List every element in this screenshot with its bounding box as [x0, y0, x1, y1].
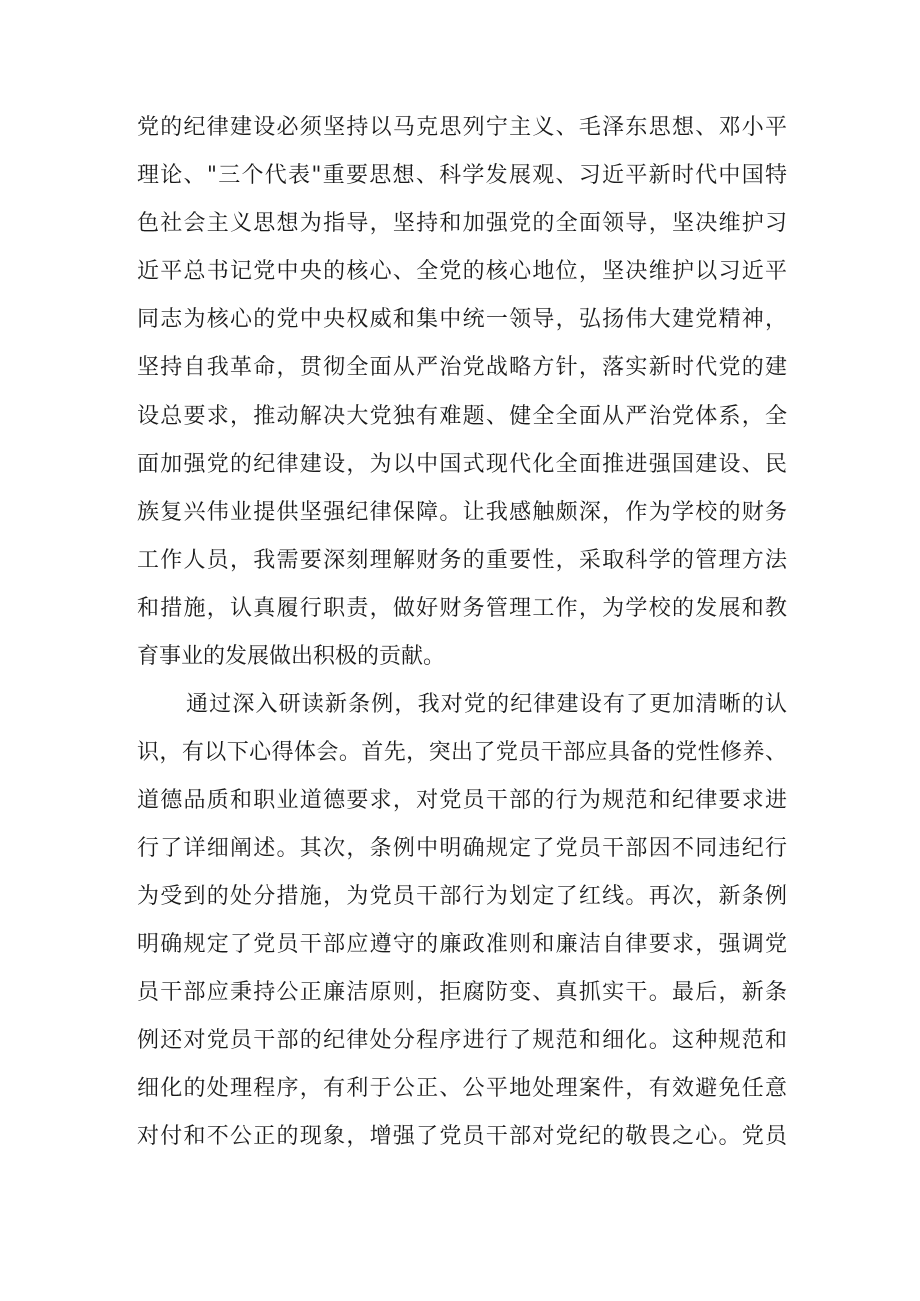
text-line: 设总要求，推动解决大党独有难题、健全全面从严治党体系，全 [137, 404, 787, 429]
text-line: 道德品质和职业道德要求，对党员干部的行为规范和纪律要求进 [137, 788, 787, 813]
text-line: 面加强党的纪律建设，为以中国式现代化全面推进强国建设、民 [137, 452, 787, 477]
text-line: 色社会主义思想为指导，坚持和加强党的全面领导，坚决维护习 [137, 211, 787, 236]
text-line: 对付和不公正的现象，增强了党员干部对党纪的敬畏之心。党员 [137, 1124, 787, 1149]
text-line: 近平总书记党中央的核心、全党的核心地位，坚决维护以习近平 [137, 259, 787, 284]
text-line: 工作人员，我需要深刻理解财务的重要性，采取科学的管理方法 [137, 548, 787, 573]
text-line: 党的纪律建设必须坚持以马克思列宁主义、毛泽东思想、邓小平 [137, 115, 787, 140]
text-line: 坚持自我革命，贯彻全面从严治党战略方针，落实新时代党的建 [137, 355, 787, 380]
text-line: 员干部应秉持公正廉洁原则，拒腐防变、真抓实干。最后，新条 [137, 980, 787, 1005]
text-line: 族复兴伟业提供坚强纪律保障。让我感触颇深，作为学校的财务 [137, 500, 787, 525]
text-line: 育事业的发展做出积极的贡献。 [137, 644, 446, 669]
text-line: 为受到的处分措施，为党员干部行为划定了红线。再次，新条例 [137, 884, 787, 909]
text-line: 明确规定了党员干部应遵守的廉政准则和廉洁自律要求，强调党 [137, 932, 787, 957]
text-line: 细化的处理程序，有利于公正、公平地处理案件，有效避免任意 [137, 1076, 787, 1101]
text-line: 行了详细阐述。其次，条例中明确规定了党员干部因不同违纪行 [137, 836, 787, 861]
text-line: 同志为核心的党中央权威和集中统一领导，弘扬伟大建党精神， [137, 307, 787, 332]
text-line: 例还对党员干部的纪律处分程序进行了规范和细化。这种规范和 [137, 1028, 787, 1053]
text-line: 和措施，认真履行职责，做好财务管理工作，为学校的发展和教 [137, 596, 787, 621]
text-line: 通过深入研读新条例，我对党的纪律建设有了更加清晰的认 [186, 692, 787, 717]
text-line: 识，有以下心得体会。首先，突出了党员干部应具备的党性修养、 [137, 740, 787, 765]
text-line: 理论、"三个代表"重要思想、科学发展观、习近平新时代中国特 [137, 163, 787, 188]
